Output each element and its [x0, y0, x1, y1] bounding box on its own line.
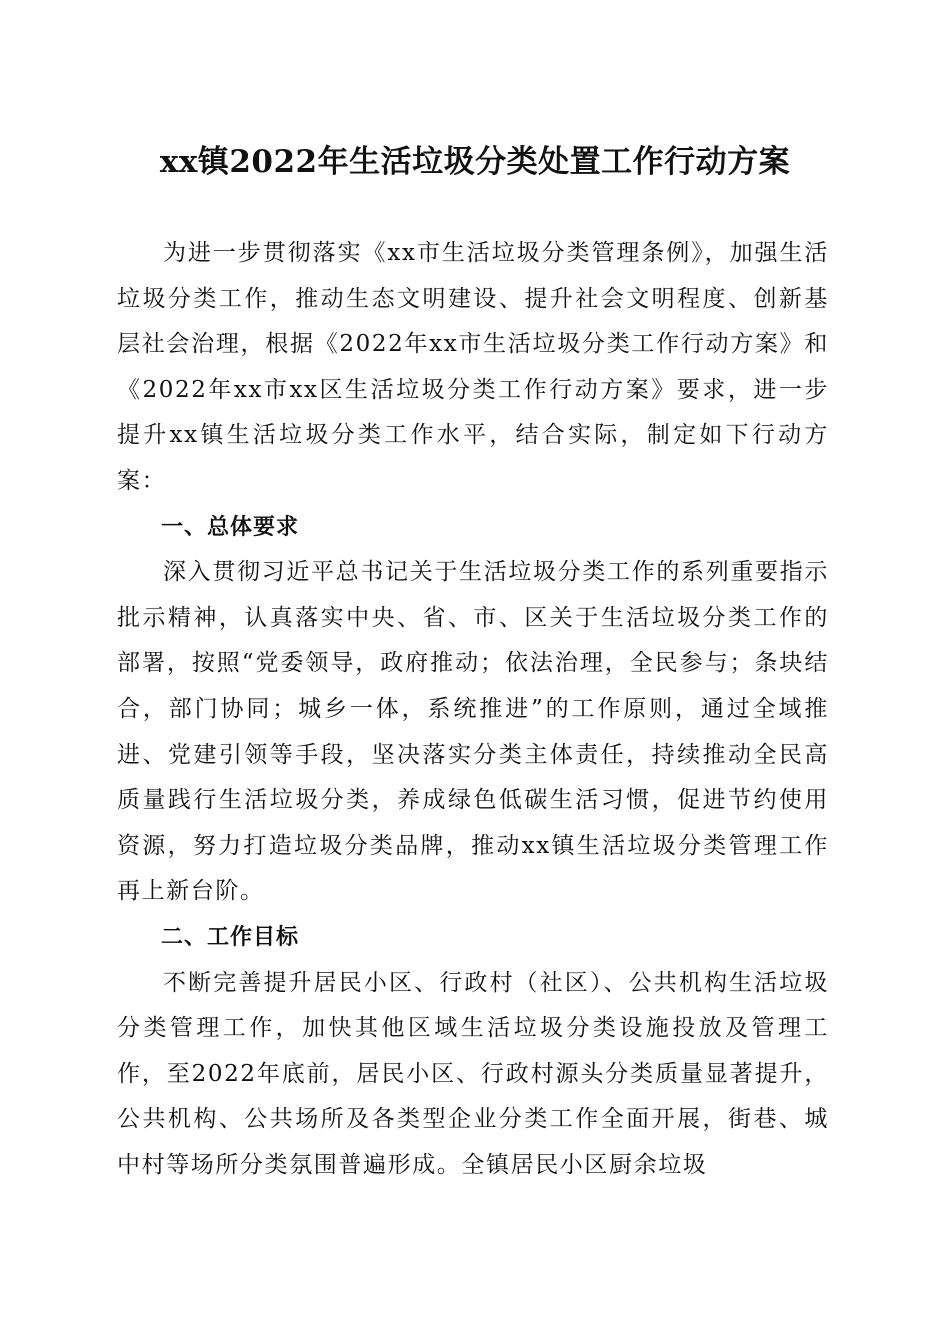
document-title: xx镇2022年生活垃圾分类处置工作行动方案 [159, 144, 791, 180]
section-body-work-goals: 不断完善提升居民小区、行政村（社区）、公共机构生活垃圾分类管理工作，加快其他区域生活垃圾分类设施投放及管理工作，至2022年底前，居民小区、行政村源头分类质量显著提升，公共机构、公共场所及各类型企业分类工作全面开展，街巷、城中村等场所分类氛围普遍形成。全镇居民小区厨余垃圾 [117, 969, 829, 1178]
section-heading-general-requirements: 一、总体要求 [161, 514, 300, 540]
document-body [117, 231, 829, 1188]
intro-paragraph: 为进一步贯彻落实《xx市生活垃圾分类管理条例》，加强生活垃圾分类工作，推动生态文明建设、提升社会文明程度、创新基层社会治理，根据《2022年xx市生活垃圾分类工作行动方案》和《2022年xx市xx区生活垃圾分类工作行动方案》要求，进一步提升xx镇生活垃圾分类工作水平，结合实际，制定如下行动方案： [117, 240, 829, 494]
section-heading-work-goals: 二、工作目标 [161, 924, 300, 950]
section-body-general-requirements: 深入贯彻习近平总书记关于生活垃圾分类工作的系列重要指示批示精神，认真落实中央、省、市、区关于生活垃圾分类工作的部署，按照“党委领导，政府推动；依法治理，全民参与；条块结合，部门协同；城乡一体，系统推进”的工作原则，通过全域推进、党建引领等手段，坚决落实分类主体责任，持续推动全民高质量践行生活垃圾分类，养成绿色低碳生活习惯，促进节约使用资源，努力打造垃圾分类品牌，推动xx镇生活垃圾分类管理工作再上新台阶。 [117, 559, 829, 905]
